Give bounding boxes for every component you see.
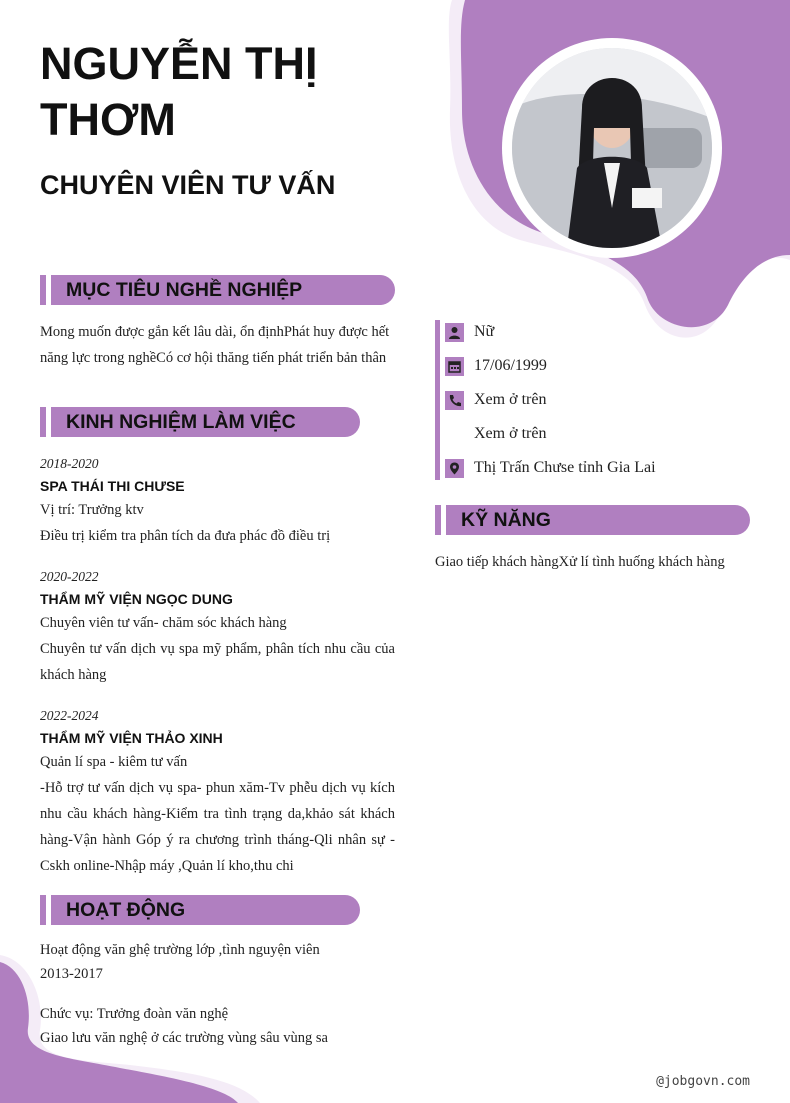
contact-birthday: 17/06/1999 [445,356,547,376]
phone-icon [445,391,464,410]
contact-address: Thị Trấn Chưse tỉnh Gia Lai [445,458,656,478]
email-icon [445,425,464,444]
job-description: Chuyên tư vấn dịch vụ spa mỹ phẩm, phân tích nhu cầu của khách hàng [40,641,395,683]
activity-role: Chức vụ: Trưởng đoàn văn nghệ [40,1006,229,1022]
location-icon [445,459,464,478]
skills-text: Giao tiếp khách hàngXử lí tình huống khách hàng [435,554,725,570]
activity-name: Hoạt động văn ghệ trường lớp ,tình nguyện viên [40,942,320,958]
job-title: CHUYÊN VIÊN TƯ VẤN [40,170,336,200]
job-role: Quản lí spa - kiêm tư vấn [40,754,188,770]
experience-heading: KINH NGHIỆM LÀM VIỆC [40,407,360,437]
job-period: 2018-2020 [40,456,99,471]
job-company: SPA THÁI THI CHƯSE [40,478,185,494]
contact-gender: Nữ [445,322,494,342]
footer-watermark: @jobgovn.com [656,1074,750,1089]
objective-text: Mong muốn được gắn kết lâu dài, ổn địnhPhát huy được hết năng lực trong nghềCó cơ hội thăng tiến phát triển bản thân [40,324,390,366]
contact-accent-line [435,320,440,480]
job-role: Chuyên viên tư vấn- chăm sóc khách hàng [40,615,287,631]
objective-heading: MỤC TIÊU NGHỀ NGHIỆP [40,275,395,305]
activities-heading: HOẠT ĐỘNG [40,895,360,925]
portrait-image [512,48,712,248]
calendar-icon [445,357,464,376]
contact-email: Xem ở trên [445,424,546,444]
job-role: Vị trí: Trưởng ktv [40,502,144,518]
job-description: Điều trị kiểm tra phân tích da đưa phác đồ điều trị [40,528,331,544]
skills-heading: KỸ NĂNG [435,505,750,535]
person-icon [445,323,464,342]
contact-phone: Xem ở trên [445,390,546,410]
avatar [502,38,722,258]
activity-period: 2013-2017 [40,966,103,982]
activity-description: Giao lưu văn nghệ ở các trường vùng sâu vùng sa [40,1030,328,1046]
job-description: -Hỗ trợ tư vấn dịch vụ spa- phun xăm-Tv phễu dịch vụ kích nhu cầu khách hàng-Kiểm tra tình trạng da,khảo sát khách hàng-Vận hành Góp ý ra chương trình tháng-Qli nhân sự -Cskh online-Nhập máy ,Quản lí kho,thu chi [40,780,395,874]
job-period: 2022-2024 [40,708,99,723]
candidate-name: NGUYỄN THỊ THƠM [40,38,318,145]
job-company: THẨM MỸ VIỆN NGỌC DUNG [40,591,233,607]
job-period: 2020-2022 [40,569,99,584]
job-company: THẨM MỸ VIỆN THẢO XINH [40,730,223,746]
